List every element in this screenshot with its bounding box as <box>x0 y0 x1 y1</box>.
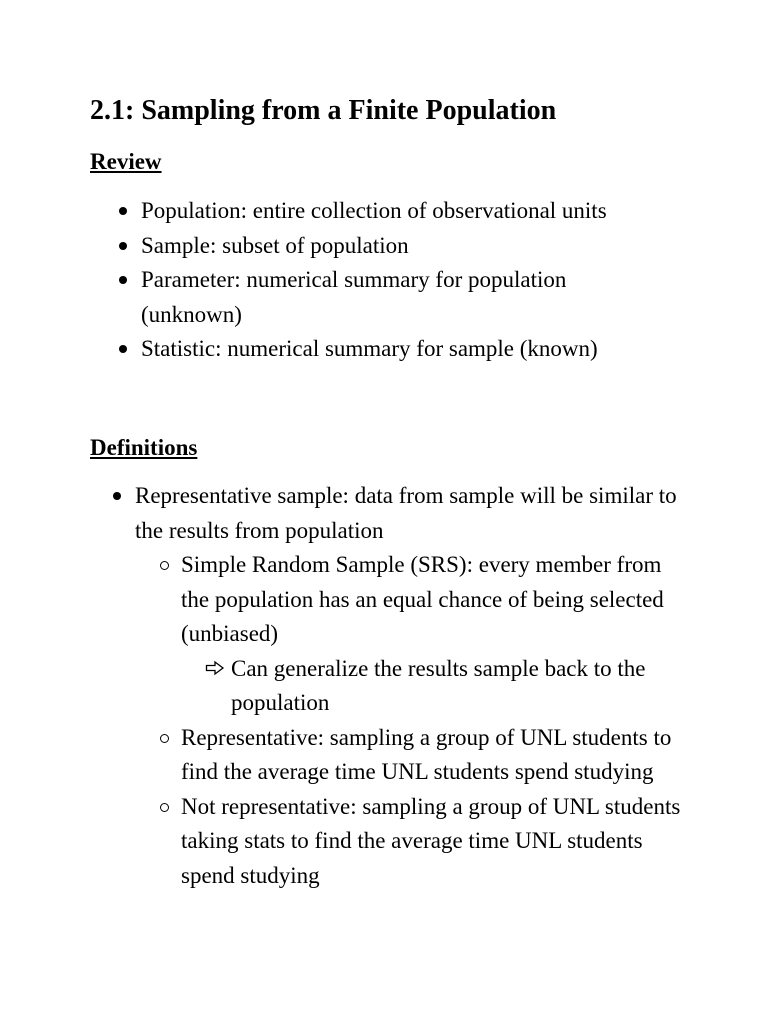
definition-sublist <box>181 548 681 893</box>
subitem-text: Representative: sampling a group of UNL students to find the average time UNL students spend studying <box>181 724 672 784</box>
subitem-text: Not representative: sampling a group of UNL students taking stats to find the average time UNL students spend studying <box>181 793 681 888</box>
definition-text: Representative sample: data from sample will be similar to the results from population <box>135 483 677 543</box>
review-item-population: Population: entire collection of observational units <box>141 194 671 229</box>
review-item-parameter: Parameter: numerical summary for population (unknown) <box>141 263 671 332</box>
review-heading: Review <box>90 149 162 174</box>
review-item-statistic: Statistic: numerical summary for sample (known) <box>141 332 671 367</box>
definition-item-representative-sample <box>135 479 695 893</box>
review-list <box>141 194 671 367</box>
arrow-right-icon <box>205 660 225 676</box>
definitions-list <box>135 479 695 893</box>
subsubitem-text: Can generalize the results sample back to the population <box>231 655 646 715</box>
subitem-representative <box>181 721 681 790</box>
review-item-sample: Sample: subset of population <box>141 229 671 264</box>
definitions-heading: Definitions <box>90 435 198 460</box>
subitem-srs <box>181 548 681 721</box>
srs-sublist <box>231 652 671 721</box>
subitem-not-representative <box>181 790 681 894</box>
subsubitem-generalize <box>231 652 671 721</box>
page-title: 2.1: Sampling from a Finite Population <box>90 95 557 126</box>
subitem-text: Simple Random Sample (SRS): every member from the population has an equal chance of being selected (unbiased) <box>181 552 664 646</box>
